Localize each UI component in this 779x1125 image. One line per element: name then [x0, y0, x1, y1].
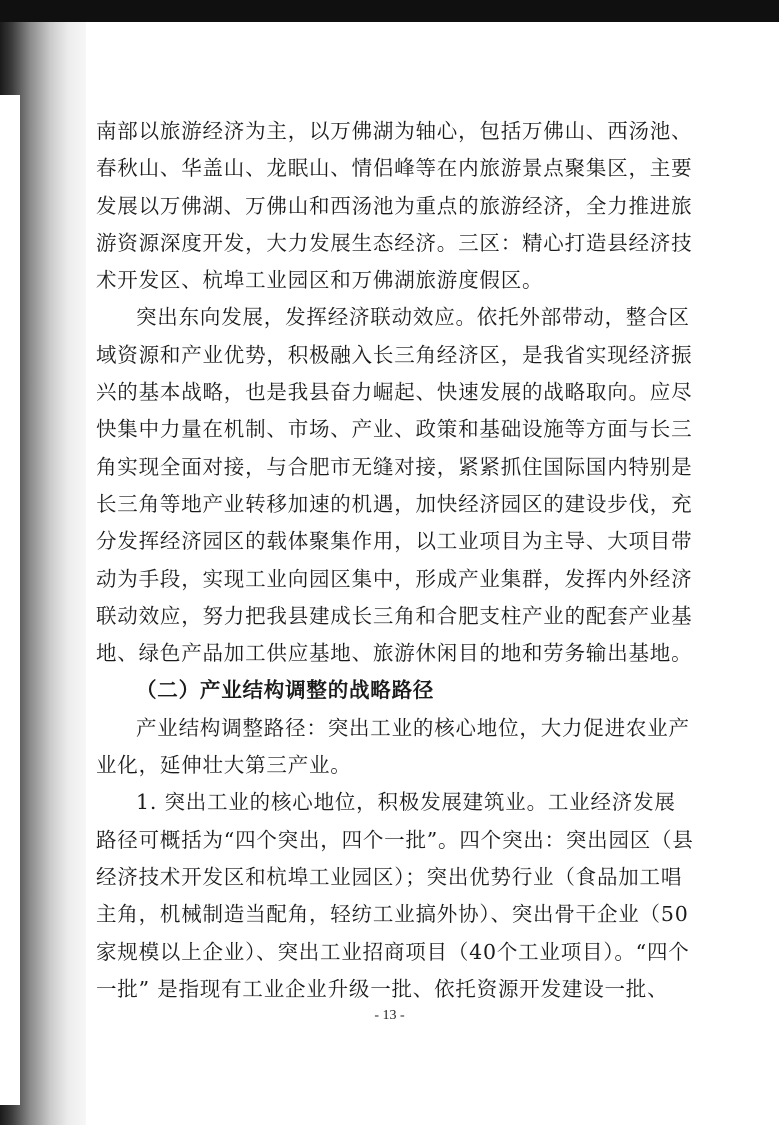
text-line: 一批” 是指现有工业企业升级一批、依托资源开发建设一批、 [96, 976, 669, 1001]
text-line: 春秋山、华盖山、龙眠山、情侣峰等在内旅游景点聚集区，主要 [96, 156, 693, 181]
text-line: 地、绿色产品加工供应基地、旅游休闲目的地和劳务输出基地。 [96, 641, 693, 666]
text-line: 游资源深度开发，大力发展生态经济。三区：精心打造县经济技 [96, 230, 693, 255]
text-line: 分发挥经济园区的载体聚集作用，以工业项目为主导、大项目带 [96, 529, 693, 554]
text-line: 长三角等地产业转移加速的机遇，加快经济园区的建设步伐，充 [96, 491, 693, 516]
text-line: 主角，机械制造当配角，轻纺工业搞外协）、突出骨干企业（50 [96, 902, 689, 927]
text-line: 路径可概括为“四个突出，四个一批”。四个突出：突出园区（县 [96, 827, 694, 852]
text-line: 联动效应，努力把我县建成长三角和合肥支柱产业的配套产业基 [96, 603, 693, 628]
text-line: 南部以旅游经济为主，以万佛湖为轴心，包括万佛山、西汤池、 [96, 119, 693, 143]
text-line: 经济技术开发区和杭埠工业园区）；突出优势行业（食品加工唱 [96, 864, 683, 889]
text-line: 家规模以上企业）、突出工业招商项目（40个工业项目）。“四个 [96, 939, 690, 964]
section-heading: （二）产业结构调整的战略路径 [136, 678, 435, 703]
binding-edge [0, 95, 20, 1105]
text-line: 兴的基本战略，也是我县奋力崛起、快速发展的战略取向。应尽 [96, 380, 693, 405]
text-line: 动为手段，实现工业向园区集中，形成产业集群，发挥内外经济 [96, 566, 693, 591]
text-line: 快集中力量在机制、市场、产业、政策和基础设施等方面与长三 [96, 417, 693, 442]
text-line: 业化，延伸壮大第三产业。 [96, 753, 352, 778]
text-line: 产业结构调整路径：突出工业的核心地位，大力促进农业产 [136, 715, 690, 740]
text-line: 1. 突出工业的核心地位，积极发展建筑业。工业经济发展 [136, 790, 676, 815]
scan-top-edge [0, 0, 779, 22]
body-text [96, 113, 694, 1008]
text-line: 突出东向发展，发挥经济联动效应。依托外部带动，整合区 [136, 305, 690, 330]
text-line: 术开发区、杭埠工业园区和万佛湖旅游度假区。 [96, 268, 544, 293]
page-number: - 13 - [374, 1008, 405, 1023]
text-line: 发展以万佛湖、万佛山和西汤池为重点的旅游经济，全力推进旅 [96, 193, 693, 218]
text-line: 域资源和产业优势，积极融入长三角经济区，是我省实现经济振 [96, 342, 693, 367]
text-line: 角实现全面对接，与合肥市无缝对接，紧紧抓住国际国内特别是 [96, 454, 693, 479]
